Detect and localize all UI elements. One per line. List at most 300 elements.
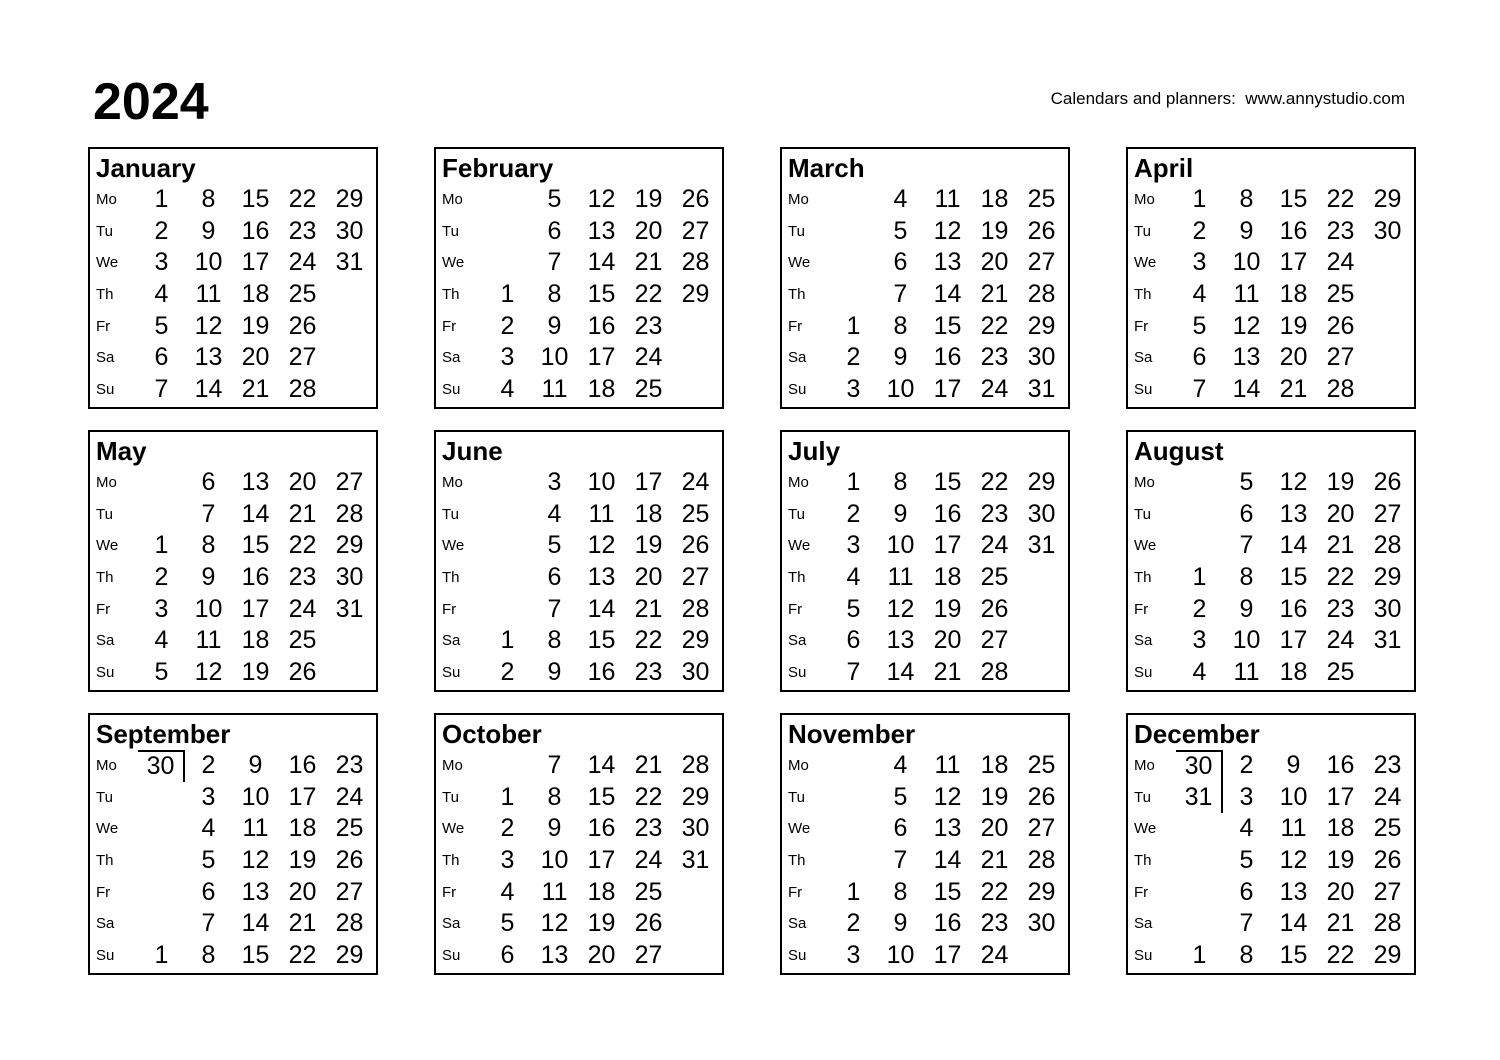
date-cell: 15 [587, 782, 616, 811]
date-cell: 1 [846, 468, 861, 497]
empty-cell [830, 782, 877, 814]
date-cell: 29 [1373, 185, 1402, 214]
day-label-we: We [96, 537, 119, 555]
date-cell: 12 [540, 909, 569, 938]
date-cell: 12 [933, 216, 962, 245]
day-label-fr: Fr [96, 883, 111, 901]
date-cell: 8 [893, 468, 908, 497]
day-label-tu: Tu [96, 222, 113, 240]
date-cell: 23 [1326, 594, 1355, 623]
date-cell: 15 [1279, 940, 1308, 969]
date-cell: 6 [547, 216, 562, 245]
date-cell: 10 [194, 594, 223, 623]
date-cell: 4 [893, 185, 908, 214]
date-cell: 24 [980, 531, 1009, 560]
day-label-su: Su [442, 946, 461, 964]
date-cell: 11 [195, 279, 222, 308]
date-cell: 5 [893, 216, 908, 245]
date-cell: 21 [933, 657, 962, 686]
date-cell: 12 [1279, 468, 1308, 497]
date-cell: 7 [1192, 374, 1207, 403]
date-cell: 13 [1232, 343, 1261, 372]
date-cell: 17 [933, 374, 962, 403]
date-cell: 27 [1373, 877, 1402, 906]
day-label-th: Th [1134, 568, 1152, 586]
month-august [1126, 430, 1416, 692]
day-label-we: We [1134, 537, 1157, 555]
day-label-th: Th [442, 568, 460, 586]
date-cell: 16 [587, 814, 616, 843]
date-cell: 21 [288, 909, 317, 938]
day-label-mo: Mo [788, 757, 809, 775]
date-cell: 25 [1373, 814, 1402, 843]
date-cell: 20 [587, 940, 616, 969]
date-cell: 3 [201, 782, 216, 811]
date-cell: 16 [1279, 594, 1308, 623]
date-cell: 26 [1027, 216, 1056, 245]
date-cell: 2 [154, 216, 169, 245]
date-cell: 18 [241, 626, 270, 655]
date-cell: 15 [587, 279, 616, 308]
date-cell: 6 [846, 626, 861, 655]
date-cell: 20 [288, 468, 317, 497]
date-cell: 27 [1326, 343, 1355, 372]
date-cell: 25 [335, 814, 364, 843]
date-cell: 13 [194, 343, 223, 372]
date-cell: 1 [500, 626, 515, 655]
date-cell: 11 [1280, 814, 1307, 843]
date-cell: 26 [1373, 468, 1402, 497]
date-cell: 7 [154, 374, 169, 403]
date-cell: 9 [547, 814, 562, 843]
date-cell: 29 [335, 940, 364, 969]
day-label-fr: Fr [788, 317, 803, 335]
date-cell: 14 [587, 751, 616, 780]
date-cell: 29 [335, 531, 364, 560]
date-cell: 6 [1239, 499, 1254, 528]
date-cell: 16 [933, 499, 962, 528]
date-cell: 22 [980, 877, 1009, 906]
date-cell: 21 [288, 499, 317, 528]
month-name: October [442, 719, 542, 749]
date-cell: 13 [886, 626, 915, 655]
date-cell: 4 [893, 751, 908, 780]
date-cell: 29 [681, 626, 710, 655]
date-cell: 11 [541, 374, 568, 403]
day-label-th: Th [96, 568, 114, 586]
date-cell: 11 [541, 877, 568, 906]
day-label-mo: Mo [96, 474, 117, 492]
date-cell: 8 [893, 877, 908, 906]
date-cell: 30 [1027, 343, 1056, 372]
date-cell: 25 [1326, 279, 1355, 308]
date-cell: 24 [288, 248, 317, 277]
date-cell: 17 [241, 248, 270, 277]
empty-cell [672, 342, 719, 374]
day-label-th: Th [96, 285, 114, 303]
empty-cell [484, 750, 531, 782]
date-cell: 9 [248, 751, 263, 780]
date-cell: 4 [500, 877, 515, 906]
date-cell: 27 [634, 940, 663, 969]
date-cell: 25 [288, 279, 317, 308]
date-cell: 4 [1239, 814, 1254, 843]
date-cell: 24 [288, 594, 317, 623]
date-cell: 7 [893, 279, 908, 308]
date-cell: 10 [1232, 248, 1261, 277]
date-cell: 3 [547, 468, 562, 497]
date-cell: 19 [1326, 468, 1355, 497]
date-cell: 2 [1192, 216, 1207, 245]
empty-cell [1176, 876, 1223, 908]
empty-cell [672, 908, 719, 940]
date-cell: 25 [634, 374, 663, 403]
empty-cell [672, 876, 719, 908]
empty-cell [830, 247, 877, 279]
date-cell: 4 [1192, 279, 1207, 308]
date-cell: 4 [201, 814, 216, 843]
date-cell: 1 [1192, 940, 1207, 969]
date-cell: 27 [980, 626, 1009, 655]
date-cell: 1 [500, 782, 515, 811]
empty-cell [1364, 310, 1411, 342]
date-cell: 21 [634, 248, 663, 277]
day-label-we: We [96, 254, 119, 272]
date-cell: 11 [242, 814, 269, 843]
date-cell: 23 [335, 751, 364, 780]
date-cell: 16 [1279, 216, 1308, 245]
date-cell: 6 [893, 248, 908, 277]
empty-cell [138, 782, 185, 814]
empty-cell [1176, 908, 1223, 940]
date-cell: 31 [681, 845, 710, 874]
date-cell: 24 [980, 374, 1009, 403]
date-cell: 9 [1239, 216, 1254, 245]
date-cell: 6 [201, 877, 216, 906]
date-cell: 4 [154, 626, 169, 655]
date-cell: 3 [154, 248, 169, 277]
date-cell: 4 [1192, 657, 1207, 686]
date-cell: 25 [681, 499, 710, 528]
date-cell: 19 [288, 845, 317, 874]
date-cell: 29 [335, 185, 364, 214]
month-june [434, 430, 724, 692]
date-cell: 17 [587, 343, 616, 372]
date-cell: 30 [1027, 499, 1056, 528]
day-label-sa: Sa [788, 915, 807, 933]
date-cell: 22 [634, 626, 663, 655]
day-label-mo: Mo [442, 474, 463, 492]
date-cell: 23 [980, 343, 1009, 372]
day-label-tu: Tu [96, 788, 113, 806]
date-cell: 28 [335, 499, 364, 528]
date-cell: 16 [241, 562, 270, 591]
date-cell: 9 [201, 216, 216, 245]
date-cell: 14 [933, 279, 962, 308]
month-days-grid [1128, 467, 1414, 690]
day-label-fr: Fr [1134, 600, 1149, 618]
date-cell: 31 [1027, 531, 1056, 560]
day-label-sa: Sa [442, 632, 461, 650]
empty-cell [672, 939, 719, 971]
date-cell: 19 [980, 216, 1009, 245]
date-cell: 4 [500, 374, 515, 403]
day-label-fr: Fr [96, 317, 111, 335]
date-cell: 12 [587, 531, 616, 560]
date-cell: 13 [1279, 499, 1308, 528]
day-label-su: Su [442, 380, 461, 398]
date-cell: 30 [1176, 750, 1223, 782]
date-cell: 15 [933, 468, 962, 497]
empty-cell [1176, 499, 1223, 531]
date-cell: 26 [1027, 782, 1056, 811]
empty-cell [1176, 530, 1223, 562]
date-cell: 29 [1373, 940, 1402, 969]
empty-cell [830, 750, 877, 782]
day-label-mo: Mo [1134, 474, 1155, 492]
day-label-mo: Mo [1134, 757, 1155, 775]
date-cell: 1 [154, 940, 169, 969]
credit-text: Calendars and planners: www.annystudio.com [1050, 89, 1405, 108]
date-cell: 15 [587, 626, 616, 655]
date-cell: 1 [154, 531, 169, 560]
date-cell: 11 [588, 499, 615, 528]
date-cell: 2 [500, 814, 515, 843]
date-cell: 7 [201, 499, 216, 528]
date-cell: 15 [933, 877, 962, 906]
date-cell: 27 [681, 216, 710, 245]
date-cell: 28 [980, 657, 1009, 686]
empty-cell [326, 373, 373, 405]
date-cell: 15 [1279, 185, 1308, 214]
date-cell: 6 [1192, 343, 1207, 372]
date-cell: 21 [1326, 909, 1355, 938]
day-label-mo: Mo [96, 757, 117, 775]
date-cell: 1 [154, 185, 169, 214]
date-cell: 16 [933, 343, 962, 372]
date-cell: 19 [933, 594, 962, 623]
empty-cell [484, 499, 531, 531]
date-cell: 7 [1239, 909, 1254, 938]
date-cell: 12 [241, 845, 270, 874]
empty-cell [138, 908, 185, 940]
day-label-we: We [788, 254, 811, 272]
day-label-th: Th [788, 568, 806, 586]
empty-cell [672, 373, 719, 405]
day-label-sa: Sa [96, 915, 115, 933]
empty-cell [1364, 279, 1411, 311]
day-label-su: Su [96, 663, 115, 681]
day-label-tu: Tu [96, 505, 113, 523]
empty-cell [138, 876, 185, 908]
date-cell: 15 [241, 940, 270, 969]
date-cell: 2 [1239, 751, 1254, 780]
date-cell: 27 [1027, 814, 1056, 843]
day-label-fr: Fr [788, 600, 803, 618]
date-cell: 1 [846, 877, 861, 906]
date-cell: 20 [933, 626, 962, 655]
date-cell: 13 [587, 562, 616, 591]
day-label-th: Th [442, 285, 460, 303]
day-label-su: Su [788, 946, 807, 964]
month-february [434, 147, 724, 409]
date-cell: 30 [681, 657, 710, 686]
date-cell: 6 [893, 814, 908, 843]
date-cell: 13 [587, 216, 616, 245]
date-cell: 8 [547, 626, 562, 655]
date-cell: 22 [1326, 185, 1355, 214]
date-cell: 24 [1326, 248, 1355, 277]
date-cell: 20 [1326, 877, 1355, 906]
date-cell: 9 [893, 909, 908, 938]
empty-cell [1018, 656, 1065, 688]
date-cell: 13 [933, 814, 962, 843]
date-cell: 26 [335, 845, 364, 874]
date-cell: 27 [1373, 499, 1402, 528]
date-cell: 6 [500, 940, 515, 969]
date-cell: 18 [587, 374, 616, 403]
month-april [1126, 147, 1416, 409]
date-cell: 6 [154, 343, 169, 372]
months-grid [88, 147, 1416, 975]
empty-cell [1364, 656, 1411, 688]
date-cell: 18 [587, 877, 616, 906]
date-cell: 10 [540, 343, 569, 372]
date-cell: 22 [288, 185, 317, 214]
date-cell: 14 [1279, 531, 1308, 560]
date-cell: 25 [288, 626, 317, 655]
date-cell: 14 [241, 909, 270, 938]
date-cell: 14 [241, 499, 270, 528]
day-label-th: Th [1134, 285, 1152, 303]
date-cell: 28 [1373, 909, 1402, 938]
empty-cell [1364, 373, 1411, 405]
date-cell: 17 [634, 468, 663, 497]
date-cell: 5 [547, 531, 562, 560]
date-cell: 23 [288, 216, 317, 245]
date-cell: 25 [1027, 751, 1056, 780]
date-cell: 29 [1027, 877, 1056, 906]
date-cell: 23 [288, 562, 317, 591]
date-cell: 25 [1027, 185, 1056, 214]
date-cell: 2 [846, 909, 861, 938]
empty-cell [484, 247, 531, 279]
day-label-fr: Fr [1134, 883, 1149, 901]
date-cell: 24 [634, 845, 663, 874]
day-label-sa: Sa [96, 349, 115, 367]
day-label-th: Th [788, 285, 806, 303]
date-cell: 24 [634, 343, 663, 372]
month-days-grid [90, 467, 376, 690]
date-cell: 28 [681, 248, 710, 277]
month-november [780, 713, 1070, 975]
date-cell: 28 [681, 751, 710, 780]
month-days-grid [1128, 184, 1414, 407]
date-cell: 28 [1373, 531, 1402, 560]
date-cell: 21 [980, 279, 1009, 308]
date-cell: 18 [980, 185, 1009, 214]
day-label-th: Th [442, 851, 460, 869]
day-label-mo: Mo [442, 757, 463, 775]
date-cell: 11 [1233, 279, 1260, 308]
empty-cell [830, 184, 877, 216]
date-cell: 9 [547, 657, 562, 686]
date-cell: 18 [1279, 279, 1308, 308]
date-cell: 8 [547, 279, 562, 308]
date-cell: 12 [194, 311, 223, 340]
date-cell: 21 [1326, 531, 1355, 560]
date-cell: 8 [201, 940, 216, 969]
date-cell: 23 [634, 657, 663, 686]
month-name: May [96, 436, 147, 466]
day-label-we: We [442, 537, 465, 555]
day-label-th: Th [96, 851, 114, 869]
date-cell: 26 [1373, 845, 1402, 874]
day-label-fr: Fr [442, 883, 457, 901]
day-label-sa: Sa [442, 349, 461, 367]
day-label-su: Su [788, 380, 807, 398]
date-cell: 10 [886, 374, 915, 403]
date-cell: 10 [1232, 626, 1261, 655]
year-title: 2024 [93, 73, 209, 131]
date-cell: 28 [335, 909, 364, 938]
empty-cell [830, 279, 877, 311]
date-cell: 19 [587, 909, 616, 938]
month-name: February [442, 153, 554, 183]
date-cell: 23 [980, 499, 1009, 528]
day-label-tu: Tu [1134, 505, 1151, 523]
date-cell: 11 [934, 751, 961, 780]
date-cell: 19 [980, 782, 1009, 811]
date-cell: 16 [288, 751, 317, 780]
day-label-mo: Mo [96, 191, 117, 209]
date-cell: 10 [241, 782, 270, 811]
day-label-tu: Tu [1134, 222, 1151, 240]
date-cell: 3 [500, 845, 515, 874]
date-cell: 7 [201, 909, 216, 938]
date-cell: 28 [288, 374, 317, 403]
date-cell: 31 [1373, 626, 1402, 655]
date-cell: 22 [1326, 562, 1355, 591]
date-cell: 2 [201, 751, 216, 780]
date-cell: 28 [1027, 845, 1056, 874]
date-cell: 21 [241, 374, 270, 403]
month-days-grid [90, 184, 376, 407]
day-label-sa: Sa [788, 632, 807, 650]
day-label-su: Su [788, 663, 807, 681]
empty-cell [484, 216, 531, 248]
month-december [1126, 713, 1416, 975]
day-label-th: Th [788, 851, 806, 869]
day-label-tu: Tu [788, 222, 805, 240]
day-label-we: We [788, 537, 811, 555]
date-cell: 28 [1027, 279, 1056, 308]
date-cell: 12 [194, 657, 223, 686]
day-label-su: Su [1134, 380, 1153, 398]
empty-cell [1176, 813, 1223, 845]
day-label-su: Su [1134, 663, 1153, 681]
month-march [780, 147, 1070, 409]
date-cell: 1 [1192, 185, 1207, 214]
date-cell: 5 [154, 311, 169, 340]
date-cell: 12 [933, 782, 962, 811]
date-cell: 30 [138, 750, 185, 782]
date-cell: 11 [887, 562, 914, 591]
day-label-tu: Tu [788, 505, 805, 523]
day-label-sa: Sa [1134, 915, 1153, 933]
date-cell: 22 [980, 311, 1009, 340]
date-cell: 10 [194, 248, 223, 277]
